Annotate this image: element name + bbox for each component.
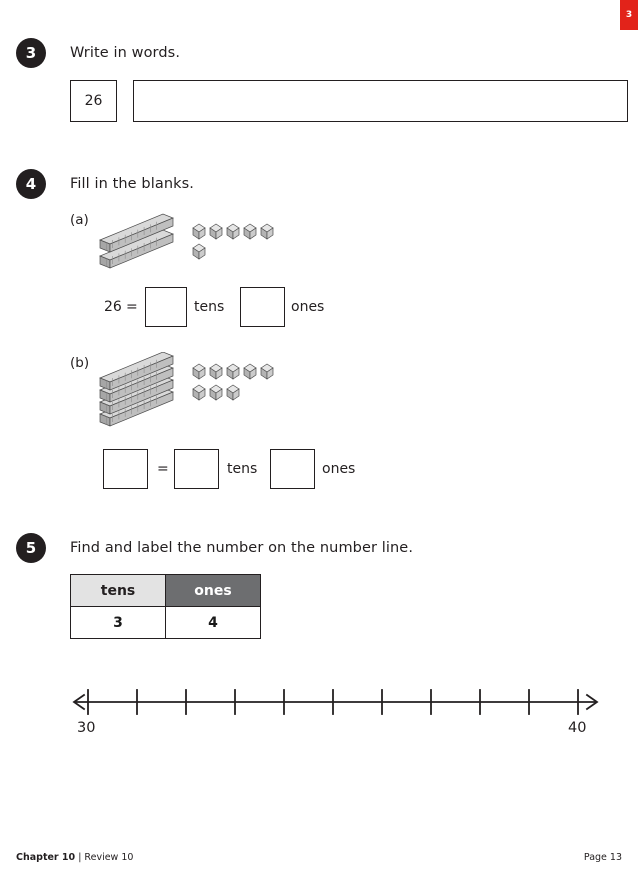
cell-ones-value: 4 bbox=[166, 607, 261, 639]
question-prompt-5: Find and label the number on the number line. bbox=[70, 540, 414, 556]
part-label-4a: (a) bbox=[70, 212, 89, 228]
ones-label-4a: ones bbox=[291, 299, 325, 315]
question-number-3: 3 bbox=[16, 38, 46, 68]
chapter-tab-label: 3 bbox=[625, 10, 633, 20]
number-line-start-label: 30 bbox=[77, 720, 96, 736]
cell-tens-value: 3 bbox=[71, 607, 166, 639]
footer-page-number: Page 13 bbox=[583, 852, 622, 863]
equals-sign-4b: = bbox=[157, 461, 169, 477]
question-prompt-3: Write in words. bbox=[70, 45, 181, 61]
base-ten-blocks-4b bbox=[95, 352, 285, 441]
table-header-row bbox=[71, 575, 261, 607]
total-input-4b[interactable] bbox=[103, 449, 148, 489]
header-ones: ones bbox=[166, 575, 261, 607]
equation-number-4a: 26 bbox=[104, 299, 122, 315]
chapter-tab bbox=[620, 0, 638, 30]
base-ten-blocks-4a bbox=[95, 212, 285, 276]
ones-input-4b[interactable] bbox=[270, 449, 315, 489]
given-number-q3: 26 bbox=[84, 93, 103, 109]
place-value-table bbox=[70, 574, 261, 639]
question-number-4: 4 bbox=[16, 169, 46, 199]
footer-left bbox=[16, 852, 133, 863]
part-label-4b: (b) bbox=[70, 355, 90, 371]
number-line-end-label: 40 bbox=[568, 720, 587, 736]
table-row bbox=[71, 607, 261, 639]
equals-sign-4a: = bbox=[126, 299, 138, 315]
header-tens: tens bbox=[71, 575, 166, 607]
footer-chapter: Chapter 10 bbox=[16, 852, 76, 863]
tens-label-4b: tens bbox=[227, 461, 258, 477]
ones-label-4b: ones bbox=[322, 461, 356, 477]
footer-review: Review 10 bbox=[84, 852, 134, 863]
question-number-5: 5 bbox=[16, 533, 46, 563]
tens-input-4b[interactable] bbox=[174, 449, 219, 489]
footer-separator: | bbox=[78, 852, 82, 863]
question-prompt-4: Fill in the blanks. bbox=[70, 176, 194, 192]
tens-input-4a[interactable] bbox=[145, 287, 187, 327]
tens-label-4a: tens bbox=[194, 299, 225, 315]
number-line[interactable] bbox=[62, 680, 607, 724]
words-answer-field-q3[interactable] bbox=[133, 80, 628, 122]
ones-input-4a[interactable] bbox=[240, 287, 285, 327]
